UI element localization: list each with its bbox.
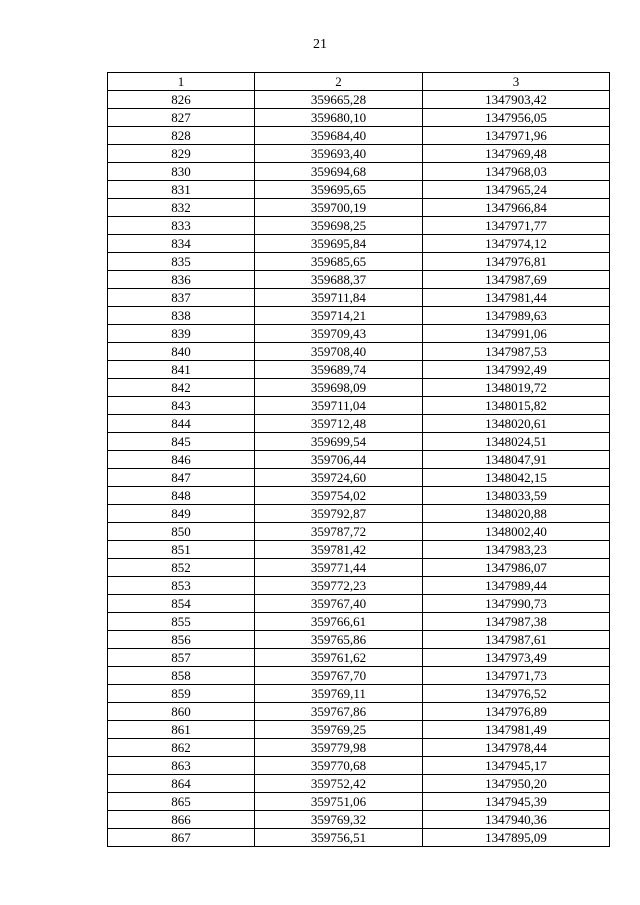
y-coordinate-cell: 1347978,44 [423, 739, 610, 757]
table-header [108, 73, 610, 91]
table-row [108, 631, 610, 649]
point-number-cell: 848 [108, 487, 255, 505]
table-row [108, 415, 610, 433]
x-coordinate-cell: 359708,40 [255, 343, 423, 361]
table-row [108, 649, 610, 667]
table-row [108, 235, 610, 253]
table-row [108, 163, 610, 181]
y-coordinate-cell: 1347956,05 [423, 109, 610, 127]
y-coordinate-cell: 1348015,82 [423, 397, 610, 415]
table-row [108, 451, 610, 469]
x-coordinate-cell: 359787,72 [255, 523, 423, 541]
y-coordinate-cell: 1347971,77 [423, 217, 610, 235]
point-number-cell: 832 [108, 199, 255, 217]
y-coordinate-cell: 1348020,88 [423, 505, 610, 523]
table-row [108, 487, 610, 505]
y-coordinate-cell: 1347991,06 [423, 325, 610, 343]
table-row [108, 253, 610, 271]
x-coordinate-cell: 359770,68 [255, 757, 423, 775]
table-row [108, 721, 610, 739]
point-number-cell: 851 [108, 541, 255, 559]
table-row [108, 793, 610, 811]
table-row [108, 127, 610, 145]
x-coordinate-cell: 359698,09 [255, 379, 423, 397]
point-number-cell: 857 [108, 649, 255, 667]
point-number-cell: 840 [108, 343, 255, 361]
point-number-cell: 836 [108, 271, 255, 289]
point-number-cell: 841 [108, 361, 255, 379]
x-coordinate-cell: 359693,40 [255, 145, 423, 163]
x-coordinate-cell: 359709,43 [255, 325, 423, 343]
point-number-cell: 838 [108, 307, 255, 325]
page-number: 21 [313, 37, 327, 52]
header-cell-1: 1 [108, 73, 255, 91]
x-coordinate-cell: 359711,84 [255, 289, 423, 307]
x-coordinate-cell: 359695,65 [255, 181, 423, 199]
table-row [108, 595, 610, 613]
y-coordinate-cell: 1348002,40 [423, 523, 610, 541]
y-coordinate-cell: 1348024,51 [423, 433, 610, 451]
x-coordinate-cell: 359684,40 [255, 127, 423, 145]
point-number-cell: 858 [108, 667, 255, 685]
y-coordinate-cell: 1347976,52 [423, 685, 610, 703]
y-coordinate-cell: 1347976,89 [423, 703, 610, 721]
table-row [108, 145, 610, 163]
x-coordinate-cell: 359680,10 [255, 109, 423, 127]
point-number-cell: 829 [108, 145, 255, 163]
y-coordinate-cell: 1347987,61 [423, 631, 610, 649]
y-coordinate-cell: 1347945,39 [423, 793, 610, 811]
x-coordinate-cell: 359769,11 [255, 685, 423, 703]
table-row [108, 829, 610, 847]
table-row [108, 775, 610, 793]
table-row [108, 361, 610, 379]
table-row [108, 577, 610, 595]
table-row [108, 307, 610, 325]
header-cell-2: 2 [255, 73, 423, 91]
table-row [108, 91, 610, 109]
y-coordinate-cell: 1347950,20 [423, 775, 610, 793]
x-coordinate-cell: 359688,37 [255, 271, 423, 289]
table-row [108, 685, 610, 703]
point-number-cell: 867 [108, 829, 255, 847]
point-number-cell: 854 [108, 595, 255, 613]
table-row [108, 523, 610, 541]
point-number-cell: 844 [108, 415, 255, 433]
x-coordinate-cell: 359714,21 [255, 307, 423, 325]
point-number-cell: 847 [108, 469, 255, 487]
table-row [108, 343, 610, 361]
y-coordinate-cell: 1347992,49 [423, 361, 610, 379]
x-coordinate-cell: 359771,44 [255, 559, 423, 577]
y-coordinate-cell: 1347966,84 [423, 199, 610, 217]
point-number-cell: 849 [108, 505, 255, 523]
y-coordinate-cell: 1347940,36 [423, 811, 610, 829]
table-row [108, 181, 610, 199]
table-row [108, 397, 610, 415]
y-coordinate-cell: 1347990,73 [423, 595, 610, 613]
table-row [108, 811, 610, 829]
x-coordinate-cell: 359689,74 [255, 361, 423, 379]
x-coordinate-cell: 359754,02 [255, 487, 423, 505]
y-coordinate-cell: 1348047,91 [423, 451, 610, 469]
y-coordinate-cell: 1347987,69 [423, 271, 610, 289]
y-coordinate-cell: 1347965,24 [423, 181, 610, 199]
x-coordinate-cell: 359765,86 [255, 631, 423, 649]
y-coordinate-cell: 1347945,17 [423, 757, 610, 775]
table-row [108, 541, 610, 559]
y-coordinate-cell: 1347968,03 [423, 163, 610, 181]
table-row [108, 433, 610, 451]
table-row [108, 505, 610, 523]
x-coordinate-cell: 359665,28 [255, 91, 423, 109]
x-coordinate-cell: 359761,62 [255, 649, 423, 667]
table-row [108, 109, 610, 127]
y-coordinate-cell: 1347971,73 [423, 667, 610, 685]
point-number-cell: 839 [108, 325, 255, 343]
point-number-cell: 837 [108, 289, 255, 307]
table-row [108, 703, 610, 721]
x-coordinate-cell: 359694,68 [255, 163, 423, 181]
point-number-cell: 852 [108, 559, 255, 577]
point-number-cell: 845 [108, 433, 255, 451]
point-number-cell: 827 [108, 109, 255, 127]
point-number-cell: 842 [108, 379, 255, 397]
y-coordinate-cell: 1348020,61 [423, 415, 610, 433]
y-coordinate-cell: 1347903,42 [423, 91, 610, 109]
table-row [108, 469, 610, 487]
y-coordinate-cell: 1347987,53 [423, 343, 610, 361]
point-number-cell: 860 [108, 703, 255, 721]
x-coordinate-cell: 359712,48 [255, 415, 423, 433]
y-coordinate-cell: 1348042,15 [423, 469, 610, 487]
point-number-cell: 830 [108, 163, 255, 181]
y-coordinate-cell: 1348019,72 [423, 379, 610, 397]
x-coordinate-cell: 359700,19 [255, 199, 423, 217]
point-number-cell: 862 [108, 739, 255, 757]
table-row [108, 379, 610, 397]
y-coordinate-cell: 1347973,49 [423, 649, 610, 667]
table-row [108, 325, 610, 343]
y-coordinate-cell: 1347974,12 [423, 235, 610, 253]
x-coordinate-cell: 359695,84 [255, 235, 423, 253]
x-coordinate-cell: 359766,61 [255, 613, 423, 631]
table-row [108, 667, 610, 685]
point-number-cell: 835 [108, 253, 255, 271]
point-number-cell: 828 [108, 127, 255, 145]
x-coordinate-cell: 359769,25 [255, 721, 423, 739]
point-number-cell: 864 [108, 775, 255, 793]
x-coordinate-cell: 359767,70 [255, 667, 423, 685]
point-number-cell: 834 [108, 235, 255, 253]
x-coordinate-cell: 359772,23 [255, 577, 423, 595]
table-row [108, 739, 610, 757]
point-number-cell: 865 [108, 793, 255, 811]
x-coordinate-cell: 359699,54 [255, 433, 423, 451]
y-coordinate-cell: 1347983,23 [423, 541, 610, 559]
x-coordinate-cell: 359792,87 [255, 505, 423, 523]
y-coordinate-cell: 1347987,38 [423, 613, 610, 631]
table-row [108, 199, 610, 217]
point-number-cell: 863 [108, 757, 255, 775]
x-coordinate-cell: 359706,44 [255, 451, 423, 469]
point-number-cell: 833 [108, 217, 255, 235]
y-coordinate-cell: 1347971,96 [423, 127, 610, 145]
x-coordinate-cell: 359698,25 [255, 217, 423, 235]
header-cell-3: 3 [423, 73, 610, 91]
x-coordinate-cell: 359756,51 [255, 829, 423, 847]
table-row [108, 217, 610, 235]
y-coordinate-cell: 1347989,63 [423, 307, 610, 325]
x-coordinate-cell: 359781,42 [255, 541, 423, 559]
point-number-cell: 866 [108, 811, 255, 829]
point-number-cell: 859 [108, 685, 255, 703]
point-number-cell: 856 [108, 631, 255, 649]
x-coordinate-cell: 359779,98 [255, 739, 423, 757]
coordinates-table [107, 72, 610, 847]
y-coordinate-cell: 1348033,59 [423, 487, 610, 505]
x-coordinate-cell: 359685,65 [255, 253, 423, 271]
table-row [108, 757, 610, 775]
table-row [108, 271, 610, 289]
x-coordinate-cell: 359751,06 [255, 793, 423, 811]
point-number-cell: 843 [108, 397, 255, 415]
y-coordinate-cell: 1347969,48 [423, 145, 610, 163]
table-row [108, 559, 610, 577]
y-coordinate-cell: 1347989,44 [423, 577, 610, 595]
y-coordinate-cell: 1347986,07 [423, 559, 610, 577]
table-row [108, 613, 610, 631]
table-body [108, 91, 610, 847]
point-number-cell: 831 [108, 181, 255, 199]
x-coordinate-cell: 359767,40 [255, 595, 423, 613]
point-number-cell: 855 [108, 613, 255, 631]
y-coordinate-cell: 1347981,49 [423, 721, 610, 739]
x-coordinate-cell: 359752,42 [255, 775, 423, 793]
table-row [108, 289, 610, 307]
y-coordinate-cell: 1347895,09 [423, 829, 610, 847]
y-coordinate-cell: 1347976,81 [423, 253, 610, 271]
point-number-cell: 826 [108, 91, 255, 109]
point-number-cell: 850 [108, 523, 255, 541]
point-number-cell: 846 [108, 451, 255, 469]
point-number-cell: 861 [108, 721, 255, 739]
x-coordinate-cell: 359724,60 [255, 469, 423, 487]
point-number-cell: 853 [108, 577, 255, 595]
x-coordinate-cell: 359767,86 [255, 703, 423, 721]
x-coordinate-cell: 359711,04 [255, 397, 423, 415]
header-row [108, 73, 610, 91]
x-coordinate-cell: 359769,32 [255, 811, 423, 829]
y-coordinate-cell: 1347981,44 [423, 289, 610, 307]
